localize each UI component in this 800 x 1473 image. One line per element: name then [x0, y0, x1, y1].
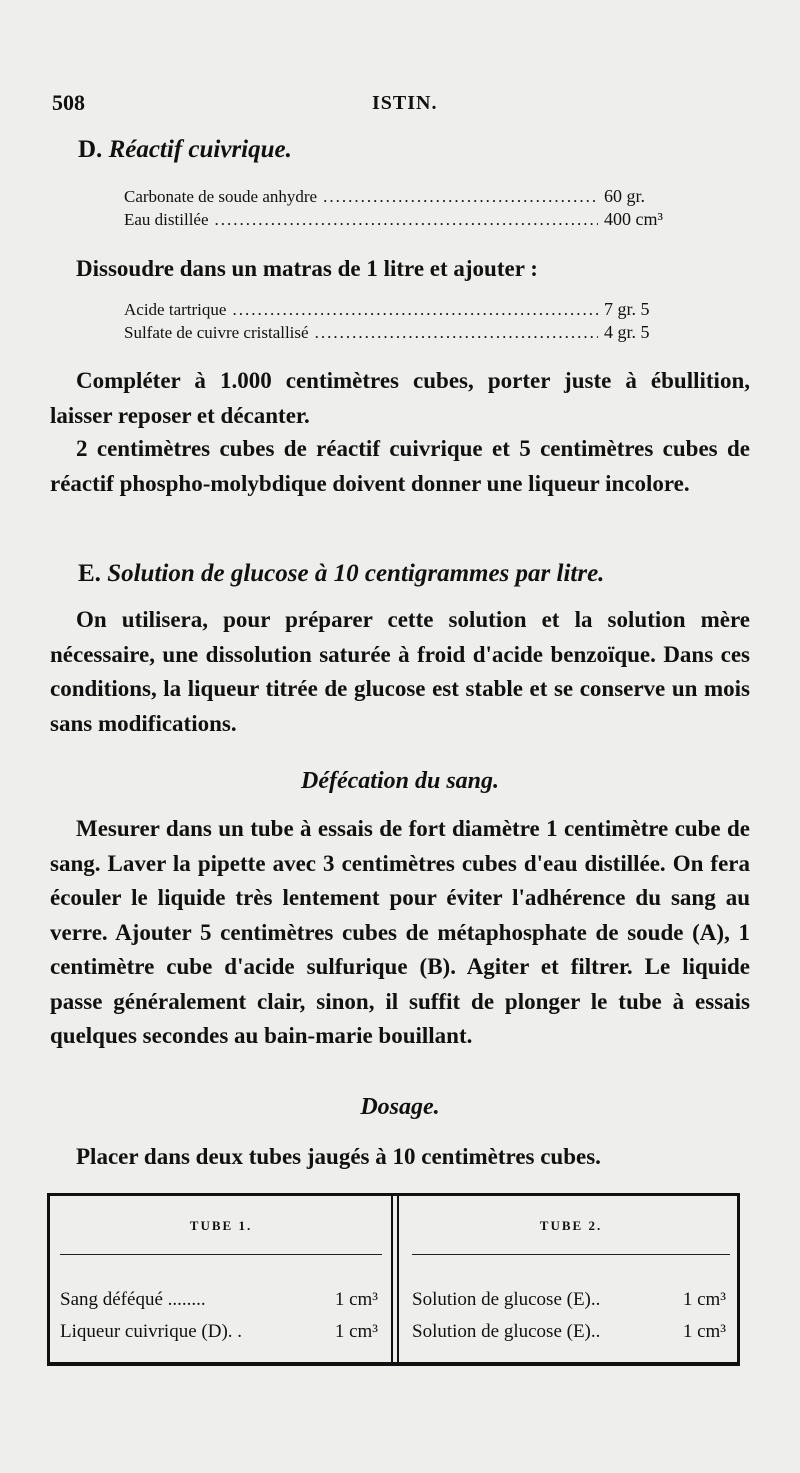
cell-value: 1 cm³ [682, 1321, 726, 1342]
dosage-paragraph: Placer dans deux tubes jaugés à 10 centimètres cubes. [76, 1144, 601, 1169]
tube-2-heading: TUBE 2. [539, 1218, 603, 1233]
section-d-letter: D. [78, 136, 103, 163]
section-d-heading [78, 136, 292, 164]
cell-value: 1 cm³ [682, 1289, 726, 1310]
page-number: 508 [52, 90, 85, 115]
leader-dots [232, 299, 598, 321]
section-e-title: Solution de glucose à 10 centigrammes par litre. [107, 560, 605, 587]
column-divider [60, 1254, 382, 1255]
defecation-heading: Défécation du sang. [301, 768, 499, 794]
tube-table [47, 1193, 740, 1366]
section-d-paragraph-2: 2 centimètres cubes de réactif cuivrique et 5 centimètres cubes de réactif phospho-molybdique doivent donner une liqueur incolore. [50, 436, 750, 496]
ingredient-label: Eau distillée [124, 210, 209, 229]
ingredient-list-2 [124, 298, 684, 344]
ingredient-quantity: 7 gr. 5 [604, 299, 650, 319]
list-item [124, 298, 684, 321]
list-item [124, 185, 684, 208]
table-center-rule [391, 1196, 399, 1362]
list-item [124, 321, 684, 344]
ingredient-quantity: 60 gr. [604, 186, 646, 206]
ingredient-quantity: 4 gr. 5 [604, 322, 650, 342]
tube-1-column [60, 1196, 382, 1362]
tube-2-column [412, 1196, 730, 1362]
ingredient-label: Carbonate de soude anhydre [124, 187, 318, 206]
cell-label: Liqueur cuivrique (D). . [60, 1321, 243, 1342]
section-e-paragraph: On utilisera, pour préparer cette solution et la solution mère nécessaire, une dissolution saturée à froid d'acide benzoïque. Dans ces conditions, la liqueur titrée de glucose est stable et se conserve un mois sans modifications. [50, 607, 750, 736]
section-d-title: Réactif cuivrique. [108, 136, 292, 163]
section-d-instruction: Dissoudre dans un matras de 1 litre et ajouter : [76, 256, 538, 281]
tube-1-heading: TUBE 1. [189, 1218, 253, 1233]
cell-label: Solution de glucose (E).. [412, 1321, 601, 1342]
leader-dots [315, 322, 598, 344]
cell-label: Sang déféqué ........ [60, 1289, 206, 1310]
dosage-heading: Dosage. [360, 1094, 440, 1120]
ingredient-label: Sulfate de cuivre cristallisé [124, 323, 309, 342]
cell-value: 1 cm³ [334, 1321, 378, 1342]
ingredient-list-1 [124, 185, 684, 231]
section-e-letter: E. [78, 560, 101, 587]
defecation-paragraph: Mesurer dans un tube à essais de fort diamètre 1 centimètre cube de sang. Laver la pipette avec 3 centimètres cubes d'eau distillée. On fera écouler le liquide très lentement pour éviter l'adhérence du sang au verre. Ajouter 5 centimètres cubes de métaphosphate de soude (A), 1 centimètre cube d'acide sulfurique (B). Agiter et filtrer. Le liquide passe généralement clair, sinon, il suffit de plonger le tube à essais quelques secondes au bain-marie bouillant. [50, 816, 750, 1048]
column-divider [412, 1254, 730, 1255]
cell-label: Solution de glucose (E).. [412, 1289, 601, 1310]
table-row [412, 1316, 730, 1348]
cell-value: 1 cm³ [334, 1289, 378, 1310]
page-header [52, 90, 748, 120]
ingredient-label: Acide tartrique [124, 300, 227, 319]
section-e-heading [78, 560, 604, 588]
running-title: ISTIN. [372, 92, 438, 114]
list-item [124, 208, 684, 231]
table-row [412, 1284, 730, 1316]
leader-dots [323, 186, 598, 208]
table-row [60, 1316, 382, 1348]
table-row [60, 1284, 382, 1316]
ingredient-quantity: 400 cm³ [604, 209, 663, 229]
leader-dots [215, 209, 598, 231]
section-d-paragraph-1: Compléter à 1.000 centimètres cubes, porter juste à ébullition, laisser reposer et décanter. [50, 368, 750, 428]
